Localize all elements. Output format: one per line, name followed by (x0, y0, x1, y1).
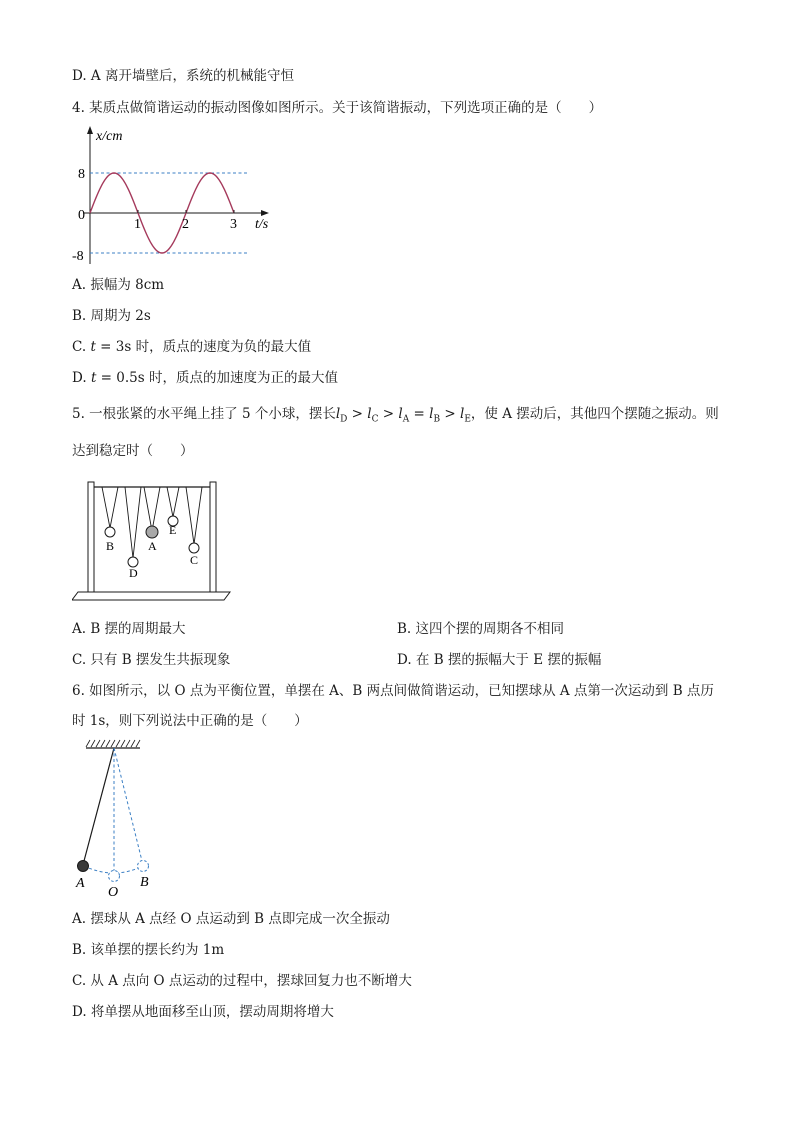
label-e: E (169, 523, 177, 537)
q5-option-c: C. 只有 B 摆发生共振现象 (72, 652, 231, 668)
q4-vibration-graph (72, 124, 282, 266)
q5-option-b: B. 这四个摆的周期各不相同 (397, 621, 565, 637)
x-tick-1: 1 (134, 217, 141, 232)
right-post (210, 482, 216, 592)
string-to-a (84, 748, 114, 861)
ball-at-b (138, 861, 149, 872)
q4-option-a: A. 振幅为 8cm (72, 277, 165, 293)
string-d (125, 487, 141, 558)
base-board (72, 592, 230, 600)
ball-at-o (109, 871, 120, 882)
q6-stem-line1: 6. 如图所示，以 O 点为平衡位置，单摆在 A、B 两点间做简谐运动，已知摆球从 A 点第一次运动到 B 点历 (72, 683, 714, 699)
ball-c (189, 543, 199, 553)
y-tick-minus-8: -8 (72, 249, 84, 264)
q6-pendulum-figure (70, 738, 162, 900)
q6-option-d: D. 将单摆从地面移至山顶，摆动周期将增大 (72, 1004, 334, 1020)
string-c (186, 487, 202, 544)
q6-stem-line2: 时 1s，则下列说法中正确的是（ ） (72, 713, 308, 729)
string-b (102, 487, 118, 528)
label-a: A (76, 876, 85, 891)
y-axis-arrow (87, 126, 93, 134)
q6-option-c: C. 从 A 点向 O 点运动的过程中，摆球回复力也不断增大 (72, 973, 412, 989)
q5-option-d: D. 在 B 摆的振幅大于 E 摆的振幅 (397, 652, 602, 668)
label-a: A (148, 539, 157, 553)
q4-option-b: B. 周期为 2s (72, 308, 151, 324)
label-d: D (129, 566, 138, 580)
x-tick-3: 3 (230, 217, 237, 232)
x-axis-label: t/s (255, 217, 269, 232)
ball-at-a (78, 861, 89, 872)
label-c: C (190, 553, 199, 567)
q4-stem: 4. 某质点做简谐运动的振动图像如图所示。关于该简谐振动，下列选项正确的是（ ） (72, 100, 603, 116)
left-post (88, 482, 94, 592)
q3-option-d: D. A 离开墙壁后，系统的机械能守恒 (72, 68, 294, 84)
q4-option-c: C. t = 3s 时，质点的速度为负的最大值 (72, 339, 312, 355)
q5-pendulum-figure (72, 474, 236, 604)
string-to-b-dashed (114, 748, 142, 861)
q4-option-d: D. t = 0.5s 时，质点的加速度为正的最大值 (72, 370, 338, 386)
q5-option-a: A. B 摆的周期最大 (72, 621, 186, 637)
y-tick-0: 0 (78, 208, 85, 223)
q6-option-a: A. 摆球从 A 点经 O 点运动到 B 点即完成一次全振动 (72, 911, 390, 927)
string-e (167, 487, 179, 517)
x-axis-arrow (261, 210, 269, 216)
q6-option-b: B. 该单摆的摆长约为 1m (72, 942, 225, 958)
string-a (144, 487, 160, 531)
ball-b (105, 527, 115, 537)
q5-stem: 5. 一根张紧的水平绳上挂了 5 个小球，摆长$l_D > l_C > l_A = l_B > l_E$，使 A 摆动后，其他四个摆随之振动。则 (72, 406, 719, 425)
label-b: B (106, 539, 115, 553)
y-axis-label: x/cm (96, 129, 123, 144)
label-b: B (140, 875, 149, 890)
ball-a (146, 526, 158, 538)
x-tick-2: 2 (182, 217, 189, 232)
label-o: O (108, 885, 119, 900)
y-tick-8: 8 (78, 167, 85, 182)
q5-stem-line2: 达到稳定时（ ） (72, 443, 194, 459)
